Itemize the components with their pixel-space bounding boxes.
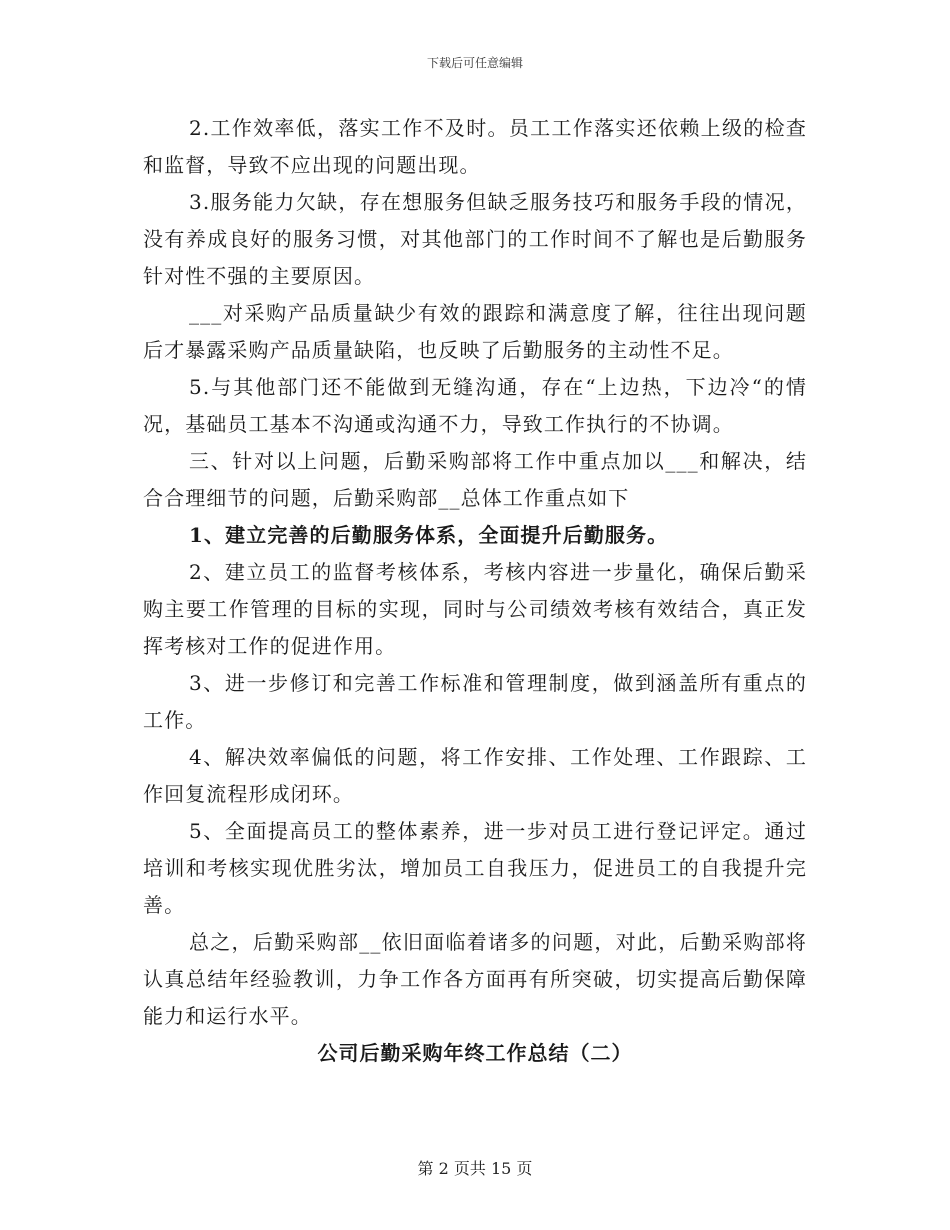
paragraph-quality-tracking: ___对采购产品质量缺少有效的跟踪和满意度了解，往往出现问题后才暴露采购产品质量缺陷，也反映了后勤服务的主动性不足。 [143,301,807,362]
paragraph-key-point-2: 2、建立员工的监督考核体系，考核内容进一步量化，确保后勤采购主要工作管理的目标的实现，同时与公司绩效考核有效结合，真正发挥考核对工作的促进作用。 [143,560,807,658]
paragraph-key-point-4: 4、解决效率偏低的问题，将工作安排、工作处理、工作跟踪、工作回复流程形成闭环。 [143,745,807,806]
paragraph-key-point-5: 5、全面提高员工的整体素养，进一步对员工进行登记评定。通过培训和考核实现优胜劣汰，增加员工自我压力，促进员工的自我提升完善。 [143,819,807,917]
paragraph-key-point-3: 3、进一步修订和完善工作标准和管理制度，做到涵盖所有重点的工作。 [143,671,807,732]
paragraph-key-point-1: 1、建立完善的后勤服务体系，全面提升后勤服务。 [189,523,669,547]
page-header-note: 下载后可任意编辑 [426,56,523,70]
paragraph-efficiency: 2.工作效率低，落实工作不及时。员工工作落实还依赖上级的检查和监督，导致不应出现的问题出现。 [143,116,807,177]
page-number: 第 2 页共 15 页 [417,1159,533,1178]
paragraph-section-three: 三、针对以上问题，后勤采购部将工作中重点加以___和解决，结合合理细节的问题，后勤采购部__总体工作重点如下 [143,449,807,510]
paragraph-service-ability: 3.服务能力欠缺，存在想服务但缺乏服务技巧和服务手段的情况，没有养成良好的服务习惯，对其他部门的工作时间不了解也是后勤服务针对性不强的主要原因。 [143,190,807,288]
section-title: 公司后勤采购年终工作总结（二） [317,1041,633,1065]
paragraph-conclusion: 总之，后勤采购部__依旧面临着诸多的问题，对此，后勤采购部将认真总结年经验教训，力争工作各方面再有所突破，切实提高后勤保障能力和运行水平。 [143,930,807,1028]
paragraph-communication: 5.与其他部门还不能做到无缝沟通，存在“上边热，下边冷“的情况，基础员工基本不沟通或沟通不力，导致工作执行的不协调。 [143,375,807,436]
document-body [143,110,807,1072]
